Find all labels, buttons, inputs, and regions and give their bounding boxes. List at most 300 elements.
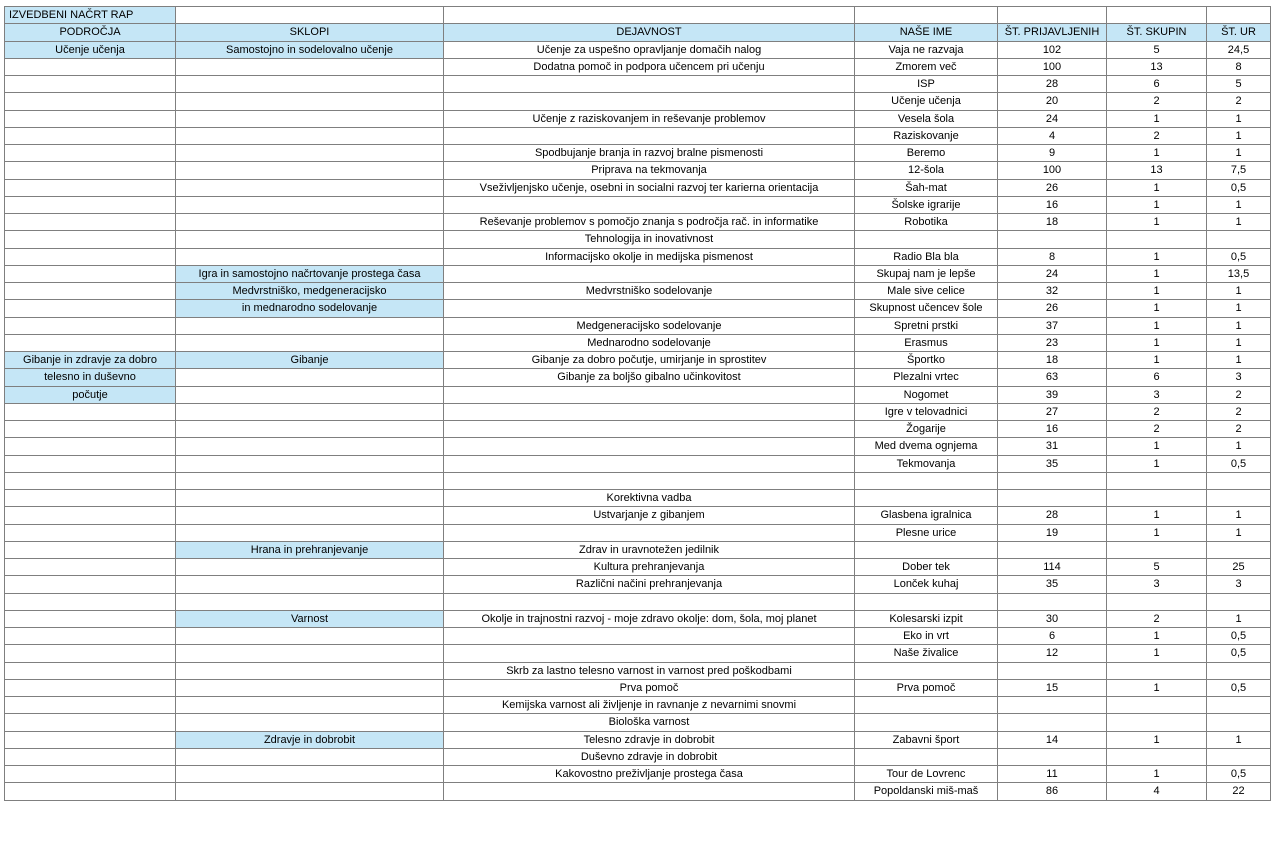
st-ur-cell[interactable]: 0,5 (1207, 628, 1271, 645)
st-prijavljenih-cell[interactable]: 63 (998, 369, 1107, 386)
nase-ime-cell[interactable]: Popoldanski miš-maš (855, 783, 998, 800)
podrocje-cell[interactable] (5, 76, 176, 93)
sklop-cell[interactable] (176, 593, 444, 610)
nase-ime-cell[interactable]: Skupnost učencev šole (855, 300, 998, 317)
sklop-cell[interactable]: in mednarodno sodelovanje (176, 300, 444, 317)
dejavnost-cell[interactable]: Gibanje za dobro počutje, umirjanje in sprostitev (444, 352, 855, 369)
st-prijavljenih-cell[interactable]: 6 (998, 628, 1107, 645)
nase-ime-cell[interactable] (855, 714, 998, 731)
st-skupin-cell[interactable]: 1 (1107, 265, 1207, 282)
st-ur-cell[interactable]: 8 (1207, 58, 1271, 75)
podrocje-cell[interactable] (5, 731, 176, 748)
dejavnost-cell[interactable] (444, 783, 855, 800)
sklop-cell[interactable] (176, 110, 444, 127)
st-ur-cell[interactable]: 1 (1207, 438, 1271, 455)
st-prijavljenih-cell[interactable]: 14 (998, 731, 1107, 748)
st-ur-cell[interactable]: 1 (1207, 127, 1271, 144)
dejavnost-cell[interactable]: Skrb za lastno telesno varnost in varnost pred poškodbami (444, 662, 855, 679)
st-ur-cell[interactable]: 5 (1207, 76, 1271, 93)
dejavnost-cell[interactable]: Ustvarjanje z gibanjem (444, 507, 855, 524)
dejavnost-cell[interactable] (444, 127, 855, 144)
empty-cell[interactable] (855, 7, 998, 24)
dejavnost-cell[interactable]: Informacijsko okolje in medijska pismenost (444, 248, 855, 265)
sklop-cell[interactable]: Varnost (176, 610, 444, 627)
header-st-skupin[interactable]: ŠT. SKUPIN (1107, 24, 1207, 41)
st-prijavljenih-cell[interactable]: 28 (998, 507, 1107, 524)
sklop-cell[interactable] (176, 455, 444, 472)
podrocje-cell[interactable] (5, 662, 176, 679)
sklop-cell[interactable] (176, 490, 444, 507)
st-ur-cell[interactable] (1207, 714, 1271, 731)
st-prijavljenih-cell[interactable] (998, 593, 1107, 610)
st-skupin-cell[interactable]: 2 (1107, 403, 1207, 420)
dejavnost-cell[interactable] (444, 403, 855, 420)
st-skupin-cell[interactable]: 2 (1107, 610, 1207, 627)
dejavnost-cell[interactable]: Prva pomoč (444, 679, 855, 696)
empty-cell[interactable] (176, 7, 444, 24)
nase-ime-cell[interactable]: Naše živalice (855, 645, 998, 662)
nase-ime-cell[interactable]: Prva pomoč (855, 679, 998, 696)
sklop-cell[interactable] (176, 421, 444, 438)
sklop-cell[interactable] (176, 559, 444, 576)
nase-ime-cell[interactable]: Igre v telovadnici (855, 403, 998, 420)
st-skupin-cell[interactable]: 13 (1107, 58, 1207, 75)
st-ur-cell[interactable]: 0,5 (1207, 766, 1271, 783)
st-ur-cell[interactable]: 1 (1207, 524, 1271, 541)
podrocje-cell[interactable] (5, 421, 176, 438)
st-prijavljenih-cell[interactable]: 35 (998, 576, 1107, 593)
st-ur-cell[interactable]: 2 (1207, 403, 1271, 420)
nase-ime-cell[interactable]: Radio Bla bla (855, 248, 998, 265)
dejavnost-cell[interactable]: Kemijska varnost ali življenje in ravnanje z nevarnimi snovmi (444, 697, 855, 714)
sheet-title[interactable]: IZVEDBENI NAČRT RAP (5, 7, 176, 24)
nase-ime-cell[interactable]: Nogomet (855, 386, 998, 403)
st-ur-cell[interactable] (1207, 490, 1271, 507)
dejavnost-cell[interactable]: Spodbujanje branja in razvoj bralne pismenosti (444, 145, 855, 162)
nase-ime-cell[interactable]: Plesne urice (855, 524, 998, 541)
dejavnost-cell[interactable]: Dodatna pomoč in podpora učencem pri učenju (444, 58, 855, 75)
st-skupin-cell[interactable]: 1 (1107, 628, 1207, 645)
sklop-cell[interactable] (176, 58, 444, 75)
dejavnost-cell[interactable]: Vseživljenjsko učenje, osebni in socialni razvoj ter karierna orientacija (444, 179, 855, 196)
st-ur-cell[interactable] (1207, 231, 1271, 248)
st-prijavljenih-cell[interactable]: 35 (998, 455, 1107, 472)
header-st-ur[interactable]: ŠT. UR (1207, 24, 1271, 41)
nase-ime-cell[interactable] (855, 748, 998, 765)
podrocje-cell[interactable] (5, 766, 176, 783)
st-skupin-cell[interactable]: 6 (1107, 76, 1207, 93)
nase-ime-cell[interactable]: Erasmus (855, 334, 998, 351)
sklop-cell[interactable] (176, 662, 444, 679)
podrocje-cell[interactable] (5, 697, 176, 714)
st-skupin-cell[interactable]: 1 (1107, 179, 1207, 196)
nase-ime-cell[interactable]: Male sive celice (855, 283, 998, 300)
st-prijavljenih-cell[interactable] (998, 490, 1107, 507)
podrocje-cell[interactable] (5, 283, 176, 300)
st-skupin-cell[interactable] (1107, 472, 1207, 489)
st-prijavljenih-cell[interactable] (998, 472, 1107, 489)
st-prijavljenih-cell[interactable]: 24 (998, 265, 1107, 282)
dejavnost-cell[interactable] (444, 472, 855, 489)
sklop-cell[interactable] (176, 472, 444, 489)
dejavnost-cell[interactable] (444, 76, 855, 93)
st-skupin-cell[interactable]: 1 (1107, 300, 1207, 317)
st-ur-cell[interactable]: 24,5 (1207, 41, 1271, 58)
podrocje-cell[interactable] (5, 403, 176, 420)
podrocje-cell[interactable] (5, 783, 176, 800)
dejavnost-cell[interactable] (444, 93, 855, 110)
st-skupin-cell[interactable] (1107, 541, 1207, 558)
podrocje-cell[interactable] (5, 145, 176, 162)
st-skupin-cell[interactable]: 3 (1107, 576, 1207, 593)
sklop-cell[interactable] (176, 386, 444, 403)
st-skupin-cell[interactable]: 1 (1107, 248, 1207, 265)
st-skupin-cell[interactable]: 1 (1107, 352, 1207, 369)
nase-ime-cell[interactable]: Vesela šola (855, 110, 998, 127)
st-ur-cell[interactable]: 1 (1207, 507, 1271, 524)
st-ur-cell[interactable]: 0,5 (1207, 645, 1271, 662)
podrocje-cell[interactable] (5, 524, 176, 541)
empty-cell[interactable] (998, 7, 1107, 24)
nase-ime-cell[interactable]: ISP (855, 76, 998, 93)
nase-ime-cell[interactable]: Lonček kuhaj (855, 576, 998, 593)
st-ur-cell[interactable] (1207, 472, 1271, 489)
dejavnost-cell[interactable]: Učenje z raziskovanjem in reševanje problemov (444, 110, 855, 127)
st-prijavljenih-cell[interactable]: 28 (998, 76, 1107, 93)
podrocje-cell[interactable] (5, 317, 176, 334)
podrocje-cell[interactable] (5, 300, 176, 317)
st-skupin-cell[interactable] (1107, 748, 1207, 765)
nase-ime-cell[interactable]: Šolske igrarije (855, 196, 998, 213)
sklop-cell[interactable]: Zdravje in dobrobit (176, 731, 444, 748)
st-prijavljenih-cell[interactable]: 18 (998, 352, 1107, 369)
st-prijavljenih-cell[interactable]: 114 (998, 559, 1107, 576)
podrocje-cell[interactable]: telesno in duševno (5, 369, 176, 386)
dejavnost-cell[interactable] (444, 645, 855, 662)
st-prijavljenih-cell[interactable]: 24 (998, 110, 1107, 127)
sklop-cell[interactable]: Igra in samostojno načrtovanje prostega časa (176, 265, 444, 282)
st-skupin-cell[interactable]: 2 (1107, 127, 1207, 144)
nase-ime-cell[interactable]: Zabavni šport (855, 731, 998, 748)
sklop-cell[interactable] (176, 438, 444, 455)
dejavnost-cell[interactable] (444, 455, 855, 472)
st-ur-cell[interactable]: 0,5 (1207, 455, 1271, 472)
nase-ime-cell[interactable]: Tekmovanja (855, 455, 998, 472)
st-prijavljenih-cell[interactable]: 8 (998, 248, 1107, 265)
podrocje-cell[interactable] (5, 179, 176, 196)
dejavnost-cell[interactable]: Medvrstniško sodelovanje (444, 283, 855, 300)
podrocje-cell[interactable] (5, 748, 176, 765)
dejavnost-cell[interactable]: Duševno zdravje in dobrobit (444, 748, 855, 765)
st-prijavljenih-cell[interactable]: 86 (998, 783, 1107, 800)
podrocje-cell[interactable] (5, 231, 176, 248)
st-ur-cell[interactable]: 1 (1207, 731, 1271, 748)
podrocje-cell[interactable] (5, 455, 176, 472)
nase-ime-cell[interactable]: Beremo (855, 145, 998, 162)
sklop-cell[interactable] (176, 334, 444, 351)
dejavnost-cell[interactable] (444, 593, 855, 610)
dejavnost-cell[interactable] (444, 386, 855, 403)
nase-ime-cell[interactable]: Tour de Lovrenc (855, 766, 998, 783)
nase-ime-cell[interactable]: Glasbena igralnica (855, 507, 998, 524)
podrocje-cell[interactable] (5, 248, 176, 265)
st-skupin-cell[interactable]: 13 (1107, 162, 1207, 179)
st-prijavljenih-cell[interactable]: 16 (998, 421, 1107, 438)
nase-ime-cell[interactable] (855, 541, 998, 558)
sklop-cell[interactable] (176, 93, 444, 110)
st-ur-cell[interactable]: 1 (1207, 334, 1271, 351)
st-skupin-cell[interactable]: 3 (1107, 386, 1207, 403)
dejavnost-cell[interactable]: Učenje za uspešno opravljanje domačih nalog (444, 41, 855, 58)
dejavnost-cell[interactable]: Korektivna vadba (444, 490, 855, 507)
st-prijavljenih-cell[interactable]: 23 (998, 334, 1107, 351)
st-skupin-cell[interactable]: 1 (1107, 679, 1207, 696)
st-prijavljenih-cell[interactable]: 39 (998, 386, 1107, 403)
st-ur-cell[interactable]: 7,5 (1207, 162, 1271, 179)
st-skupin-cell[interactable] (1107, 714, 1207, 731)
dejavnost-cell[interactable]: Kakovostno preživljanje prostega časa (444, 766, 855, 783)
sklop-cell[interactable] (176, 748, 444, 765)
podrocje-cell[interactable] (5, 593, 176, 610)
nase-ime-cell[interactable]: Športko (855, 352, 998, 369)
nase-ime-cell[interactable] (855, 593, 998, 610)
st-prijavljenih-cell[interactable]: 100 (998, 58, 1107, 75)
st-prijavljenih-cell[interactable] (998, 697, 1107, 714)
st-skupin-cell[interactable]: 1 (1107, 334, 1207, 351)
st-ur-cell[interactable]: 0,5 (1207, 179, 1271, 196)
nase-ime-cell[interactable]: Spretni prstki (855, 317, 998, 334)
podrocje-cell[interactable] (5, 127, 176, 144)
st-ur-cell[interactable]: 1 (1207, 214, 1271, 231)
st-skupin-cell[interactable]: 1 (1107, 145, 1207, 162)
st-prijavljenih-cell[interactable]: 18 (998, 214, 1107, 231)
st-skupin-cell[interactable]: 1 (1107, 507, 1207, 524)
empty-cell[interactable] (1107, 7, 1207, 24)
sklop-cell[interactable] (176, 162, 444, 179)
nase-ime-cell[interactable]: Dober tek (855, 559, 998, 576)
st-ur-cell[interactable]: 13,5 (1207, 265, 1271, 282)
podrocje-cell[interactable] (5, 541, 176, 558)
st-skupin-cell[interactable] (1107, 697, 1207, 714)
st-ur-cell[interactable]: 22 (1207, 783, 1271, 800)
st-ur-cell[interactable]: 3 (1207, 576, 1271, 593)
dejavnost-cell[interactable]: Medgeneracijsko sodelovanje (444, 317, 855, 334)
st-ur-cell[interactable] (1207, 541, 1271, 558)
st-prijavljenih-cell[interactable] (998, 662, 1107, 679)
st-skupin-cell[interactable]: 2 (1107, 421, 1207, 438)
dejavnost-cell[interactable] (444, 438, 855, 455)
st-prijavljenih-cell[interactable]: 9 (998, 145, 1107, 162)
st-skupin-cell[interactable]: 5 (1107, 559, 1207, 576)
dejavnost-cell[interactable]: Tehnologija in inovativnost (444, 231, 855, 248)
st-prijavljenih-cell[interactable]: 32 (998, 283, 1107, 300)
st-prijavljenih-cell[interactable]: 100 (998, 162, 1107, 179)
podrocje-cell[interactable] (5, 610, 176, 627)
st-skupin-cell[interactable]: 1 (1107, 455, 1207, 472)
podrocje-cell[interactable] (5, 490, 176, 507)
st-prijavljenih-cell[interactable]: 20 (998, 93, 1107, 110)
dejavnost-cell[interactable]: Telesno zdravje in dobrobit (444, 731, 855, 748)
st-prijavljenih-cell[interactable]: 37 (998, 317, 1107, 334)
podrocje-cell[interactable] (5, 714, 176, 731)
st-prijavljenih-cell[interactable]: 26 (998, 300, 1107, 317)
sklop-cell[interactable] (176, 766, 444, 783)
empty-cell[interactable] (444, 7, 855, 24)
nase-ime-cell[interactable]: Žogarije (855, 421, 998, 438)
st-skupin-cell[interactable]: 1 (1107, 283, 1207, 300)
st-prijavljenih-cell[interactable]: 4 (998, 127, 1107, 144)
sklop-cell[interactable] (176, 645, 444, 662)
dejavnost-cell[interactable]: Različni načini prehranjevanja (444, 576, 855, 593)
dejavnost-cell[interactable] (444, 300, 855, 317)
st-prijavljenih-cell[interactable]: 30 (998, 610, 1107, 627)
podrocje-cell[interactable] (5, 214, 176, 231)
header-st-prijavljenih[interactable]: ŠT. PRIJAVLJENIH (998, 24, 1107, 41)
sklop-cell[interactable] (176, 196, 444, 213)
podrocje-cell[interactable] (5, 265, 176, 282)
podrocje-cell[interactable] (5, 334, 176, 351)
st-ur-cell[interactable]: 1 (1207, 610, 1271, 627)
nase-ime-cell[interactable] (855, 662, 998, 679)
header-sklopi[interactable]: SKLOPI (176, 24, 444, 41)
sklop-cell[interactable]: Samostojno in sodelovalno učenje (176, 41, 444, 58)
nase-ime-cell[interactable]: Robotika (855, 214, 998, 231)
nase-ime-cell[interactable]: Skupaj nam je lepše (855, 265, 998, 282)
sklop-cell[interactable] (176, 145, 444, 162)
st-prijavljenih-cell[interactable]: 16 (998, 196, 1107, 213)
st-ur-cell[interactable] (1207, 748, 1271, 765)
st-skupin-cell[interactable]: 5 (1107, 41, 1207, 58)
st-skupin-cell[interactable]: 1 (1107, 524, 1207, 541)
nase-ime-cell[interactable] (855, 697, 998, 714)
sklop-cell[interactable] (176, 507, 444, 524)
empty-cell[interactable] (1207, 7, 1271, 24)
st-ur-cell[interactable] (1207, 697, 1271, 714)
sklop-cell[interactable] (176, 127, 444, 144)
st-ur-cell[interactable]: 1 (1207, 196, 1271, 213)
st-ur-cell[interactable]: 0,5 (1207, 679, 1271, 696)
st-skupin-cell[interactable]: 1 (1107, 766, 1207, 783)
nase-ime-cell[interactable]: Raziskovanje (855, 127, 998, 144)
st-prijavljenih-cell[interactable]: 19 (998, 524, 1107, 541)
st-ur-cell[interactable]: 2 (1207, 93, 1271, 110)
sklop-cell[interactable] (176, 679, 444, 696)
st-skupin-cell[interactable] (1107, 490, 1207, 507)
nase-ime-cell[interactable]: Vaja ne razvaja (855, 41, 998, 58)
st-prijavljenih-cell[interactable] (998, 748, 1107, 765)
st-skupin-cell[interactable]: 1 (1107, 731, 1207, 748)
st-skupin-cell[interactable]: 4 (1107, 783, 1207, 800)
podrocje-cell[interactable] (5, 679, 176, 696)
nase-ime-cell[interactable]: Šah-mat (855, 179, 998, 196)
podrocje-cell[interactable] (5, 559, 176, 576)
st-ur-cell[interactable]: 2 (1207, 421, 1271, 438)
st-prijavljenih-cell[interactable]: 27 (998, 403, 1107, 420)
nase-ime-cell[interactable]: 12-šola (855, 162, 998, 179)
nase-ime-cell[interactable]: Kolesarski izpit (855, 610, 998, 627)
st-ur-cell[interactable]: 1 (1207, 145, 1271, 162)
st-skupin-cell[interactable] (1107, 593, 1207, 610)
dejavnost-cell[interactable] (444, 524, 855, 541)
dejavnost-cell[interactable] (444, 265, 855, 282)
dejavnost-cell[interactable] (444, 421, 855, 438)
nase-ime-cell[interactable]: Učenje učenja (855, 93, 998, 110)
st-skupin-cell[interactable]: 1 (1107, 317, 1207, 334)
podrocje-cell[interactable] (5, 93, 176, 110)
st-ur-cell[interactable]: 1 (1207, 300, 1271, 317)
sklop-cell[interactable] (176, 231, 444, 248)
st-prijavljenih-cell[interactable]: 26 (998, 179, 1107, 196)
sklop-cell[interactable] (176, 697, 444, 714)
podrocje-cell[interactable] (5, 438, 176, 455)
dejavnost-cell[interactable]: Gibanje za boljšo gibalno učinkovitost (444, 369, 855, 386)
dejavnost-cell[interactable] (444, 628, 855, 645)
st-skupin-cell[interactable]: 1 (1107, 110, 1207, 127)
dejavnost-cell[interactable]: Kultura prehranjevanja (444, 559, 855, 576)
sklop-cell[interactable] (176, 248, 444, 265)
sklop-cell[interactable]: Gibanje (176, 352, 444, 369)
st-ur-cell[interactable]: 25 (1207, 559, 1271, 576)
dejavnost-cell[interactable]: Mednarodno sodelovanje (444, 334, 855, 351)
sklop-cell[interactable] (176, 76, 444, 93)
st-skupin-cell[interactable]: 2 (1107, 93, 1207, 110)
nase-ime-cell[interactable] (855, 490, 998, 507)
podrocje-cell[interactable] (5, 472, 176, 489)
st-skupin-cell[interactable]: 6 (1107, 369, 1207, 386)
st-prijavljenih-cell[interactable] (998, 231, 1107, 248)
dejavnost-cell[interactable]: Priprava na tekmovanja (444, 162, 855, 179)
sklop-cell[interactable] (176, 714, 444, 731)
st-ur-cell[interactable]: 3 (1207, 369, 1271, 386)
dejavnost-cell[interactable] (444, 196, 855, 213)
nase-ime-cell[interactable]: Med dvema ognjema (855, 438, 998, 455)
st-skupin-cell[interactable]: 1 (1107, 196, 1207, 213)
st-ur-cell[interactable]: 1 (1207, 283, 1271, 300)
sklop-cell[interactable]: Hrana in prehranjevanje (176, 541, 444, 558)
nase-ime-cell[interactable]: Zmorem več (855, 58, 998, 75)
sklop-cell[interactable] (176, 403, 444, 420)
st-skupin-cell[interactable] (1107, 231, 1207, 248)
podrocje-cell[interactable] (5, 576, 176, 593)
st-skupin-cell[interactable]: 1 (1107, 214, 1207, 231)
podrocje-cell[interactable] (5, 507, 176, 524)
sklop-cell[interactable] (176, 317, 444, 334)
st-ur-cell[interactable]: 1 (1207, 110, 1271, 127)
st-ur-cell[interactable]: 2 (1207, 386, 1271, 403)
sklop-cell[interactable]: Medvrstniško, medgeneracijsko (176, 283, 444, 300)
podrocje-cell[interactable] (5, 110, 176, 127)
dejavnost-cell[interactable]: Okolje in trajnostni razvoj - moje zdravo okolje: dom, šola, moj planet (444, 610, 855, 627)
sklop-cell[interactable] (176, 783, 444, 800)
st-prijavljenih-cell[interactable]: 31 (998, 438, 1107, 455)
header-dejavnost[interactable]: DEJAVNOST (444, 24, 855, 41)
st-prijavljenih-cell[interactable]: 11 (998, 766, 1107, 783)
podrocje-cell[interactable] (5, 162, 176, 179)
st-prijavljenih-cell[interactable] (998, 714, 1107, 731)
st-prijavljenih-cell[interactable] (998, 541, 1107, 558)
st-ur-cell[interactable]: 1 (1207, 317, 1271, 334)
sklop-cell[interactable] (176, 576, 444, 593)
podrocje-cell[interactable] (5, 196, 176, 213)
nase-ime-cell[interactable]: Plezalni vrtec (855, 369, 998, 386)
nase-ime-cell[interactable] (855, 472, 998, 489)
sklop-cell[interactable] (176, 214, 444, 231)
st-prijavljenih-cell[interactable]: 12 (998, 645, 1107, 662)
st-prijavljenih-cell[interactable]: 102 (998, 41, 1107, 58)
podrocje-cell[interactable] (5, 628, 176, 645)
podrocje-cell[interactable] (5, 58, 176, 75)
sklop-cell[interactable] (176, 369, 444, 386)
